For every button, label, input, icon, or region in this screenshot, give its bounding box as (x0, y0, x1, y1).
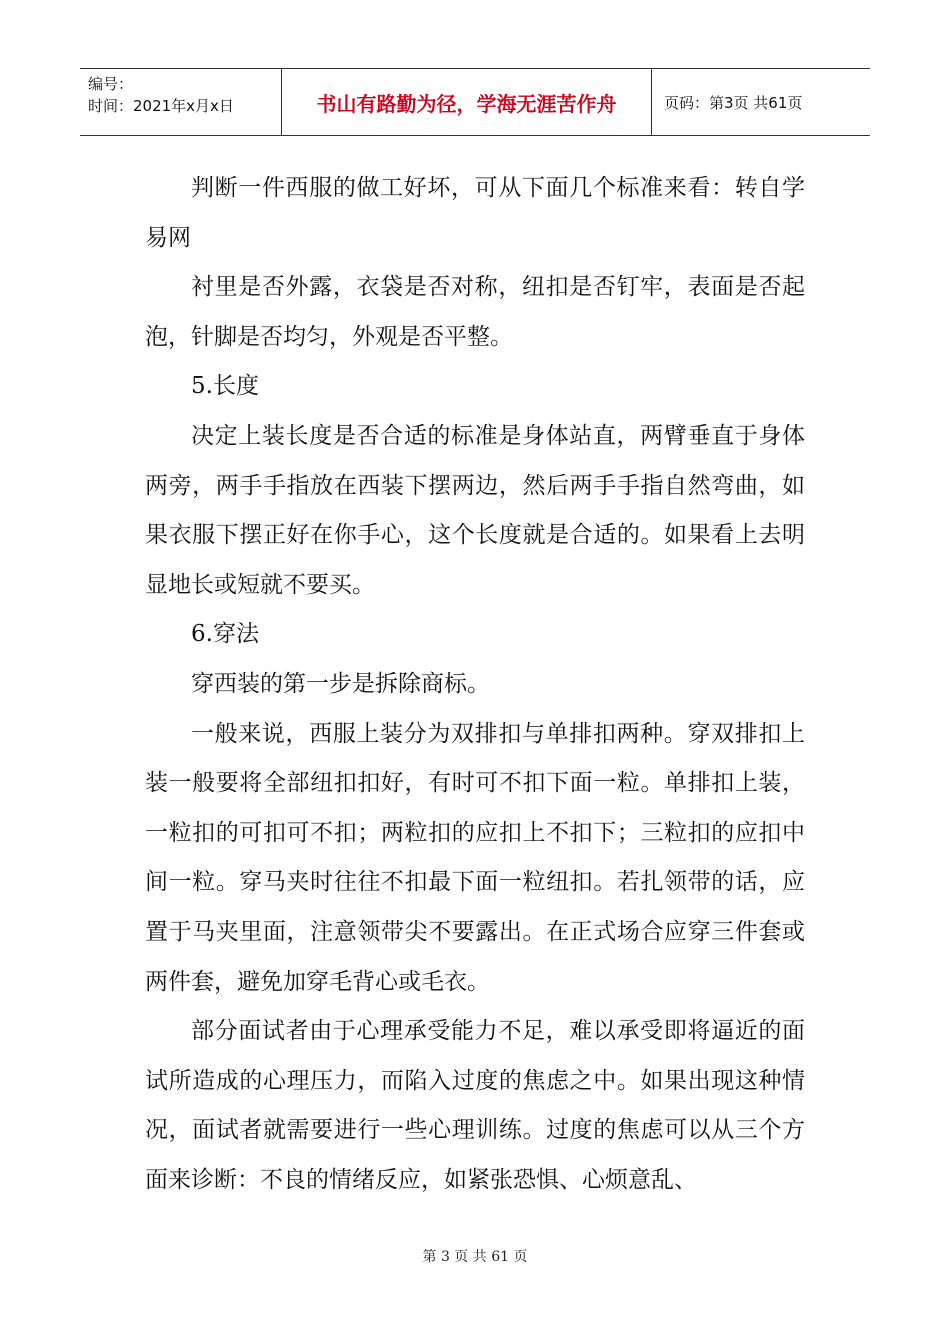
paragraph: 决定上装长度是否合适的标准是身体站直，两臂垂直于身体两旁，两手手指放在西装下摆两边，然后两手手指自然弯曲，如果衣服下摆正好在你手心，这个长度就是合适的。如果看上去明显地长或短就不要买。 (145, 422, 805, 598)
document-body (145, 164, 805, 1205)
header-meta (80, 69, 282, 135)
page-header (80, 68, 870, 136)
section-heading: 6.穿法 (191, 621, 259, 648)
paragraph: 部分面试者由于心理承受能力不足，难以承受即将逼近的面试所造成的心理压力，而陷入过度的焦虑之中。如果出现这种情况，面试者就需要进行一些心理训练。过度的焦虑可以从三个方面来诊断：不良的情绪反应，如紧张恐惧、心烦意乱、 (145, 1018, 805, 1193)
header-page-info: 页码：第3页 共61页 (664, 93, 803, 112)
page-footer: 第 3 页 共 61 页 (422, 1249, 528, 1265)
paragraph: 一般来说，西服上装分为双排扣与单排扣两种。穿双排扣上装一般要将全部纽扣扣好，有时可不扣下面一粒。单排扣上装，一粒扣的可扣可不扣；两粒扣的应扣上不扣下；三粒扣的应扣中间一粒。穿马夹时往往不扣最下面一粒纽扣。若扎领带的话，应置于马夹里面，注意领带尖不要露出。在正式场合应穿三件套或两件套，避免加穿毛背心或毛衣。 (145, 720, 805, 995)
section-heading: 5.长度 (191, 373, 259, 400)
header-motto: 书山有路勤为径，学海无涯苦作舟 (282, 69, 652, 135)
document-number: 编号： (88, 75, 134, 93)
paragraph: 穿西装的第一步是拆除商标。 (191, 670, 490, 697)
paragraph: 衬里是否外露，衣袋是否对称，纽扣是否钉牢，表面是否起泡，针脚是否均匀，外观是否平整。 (145, 274, 805, 350)
document-date: 时间：2021年x月x日 (88, 97, 234, 115)
paragraph: 判断一件西服的做工好坏，可从下面几个标准来看：转自学易网 (145, 175, 805, 251)
